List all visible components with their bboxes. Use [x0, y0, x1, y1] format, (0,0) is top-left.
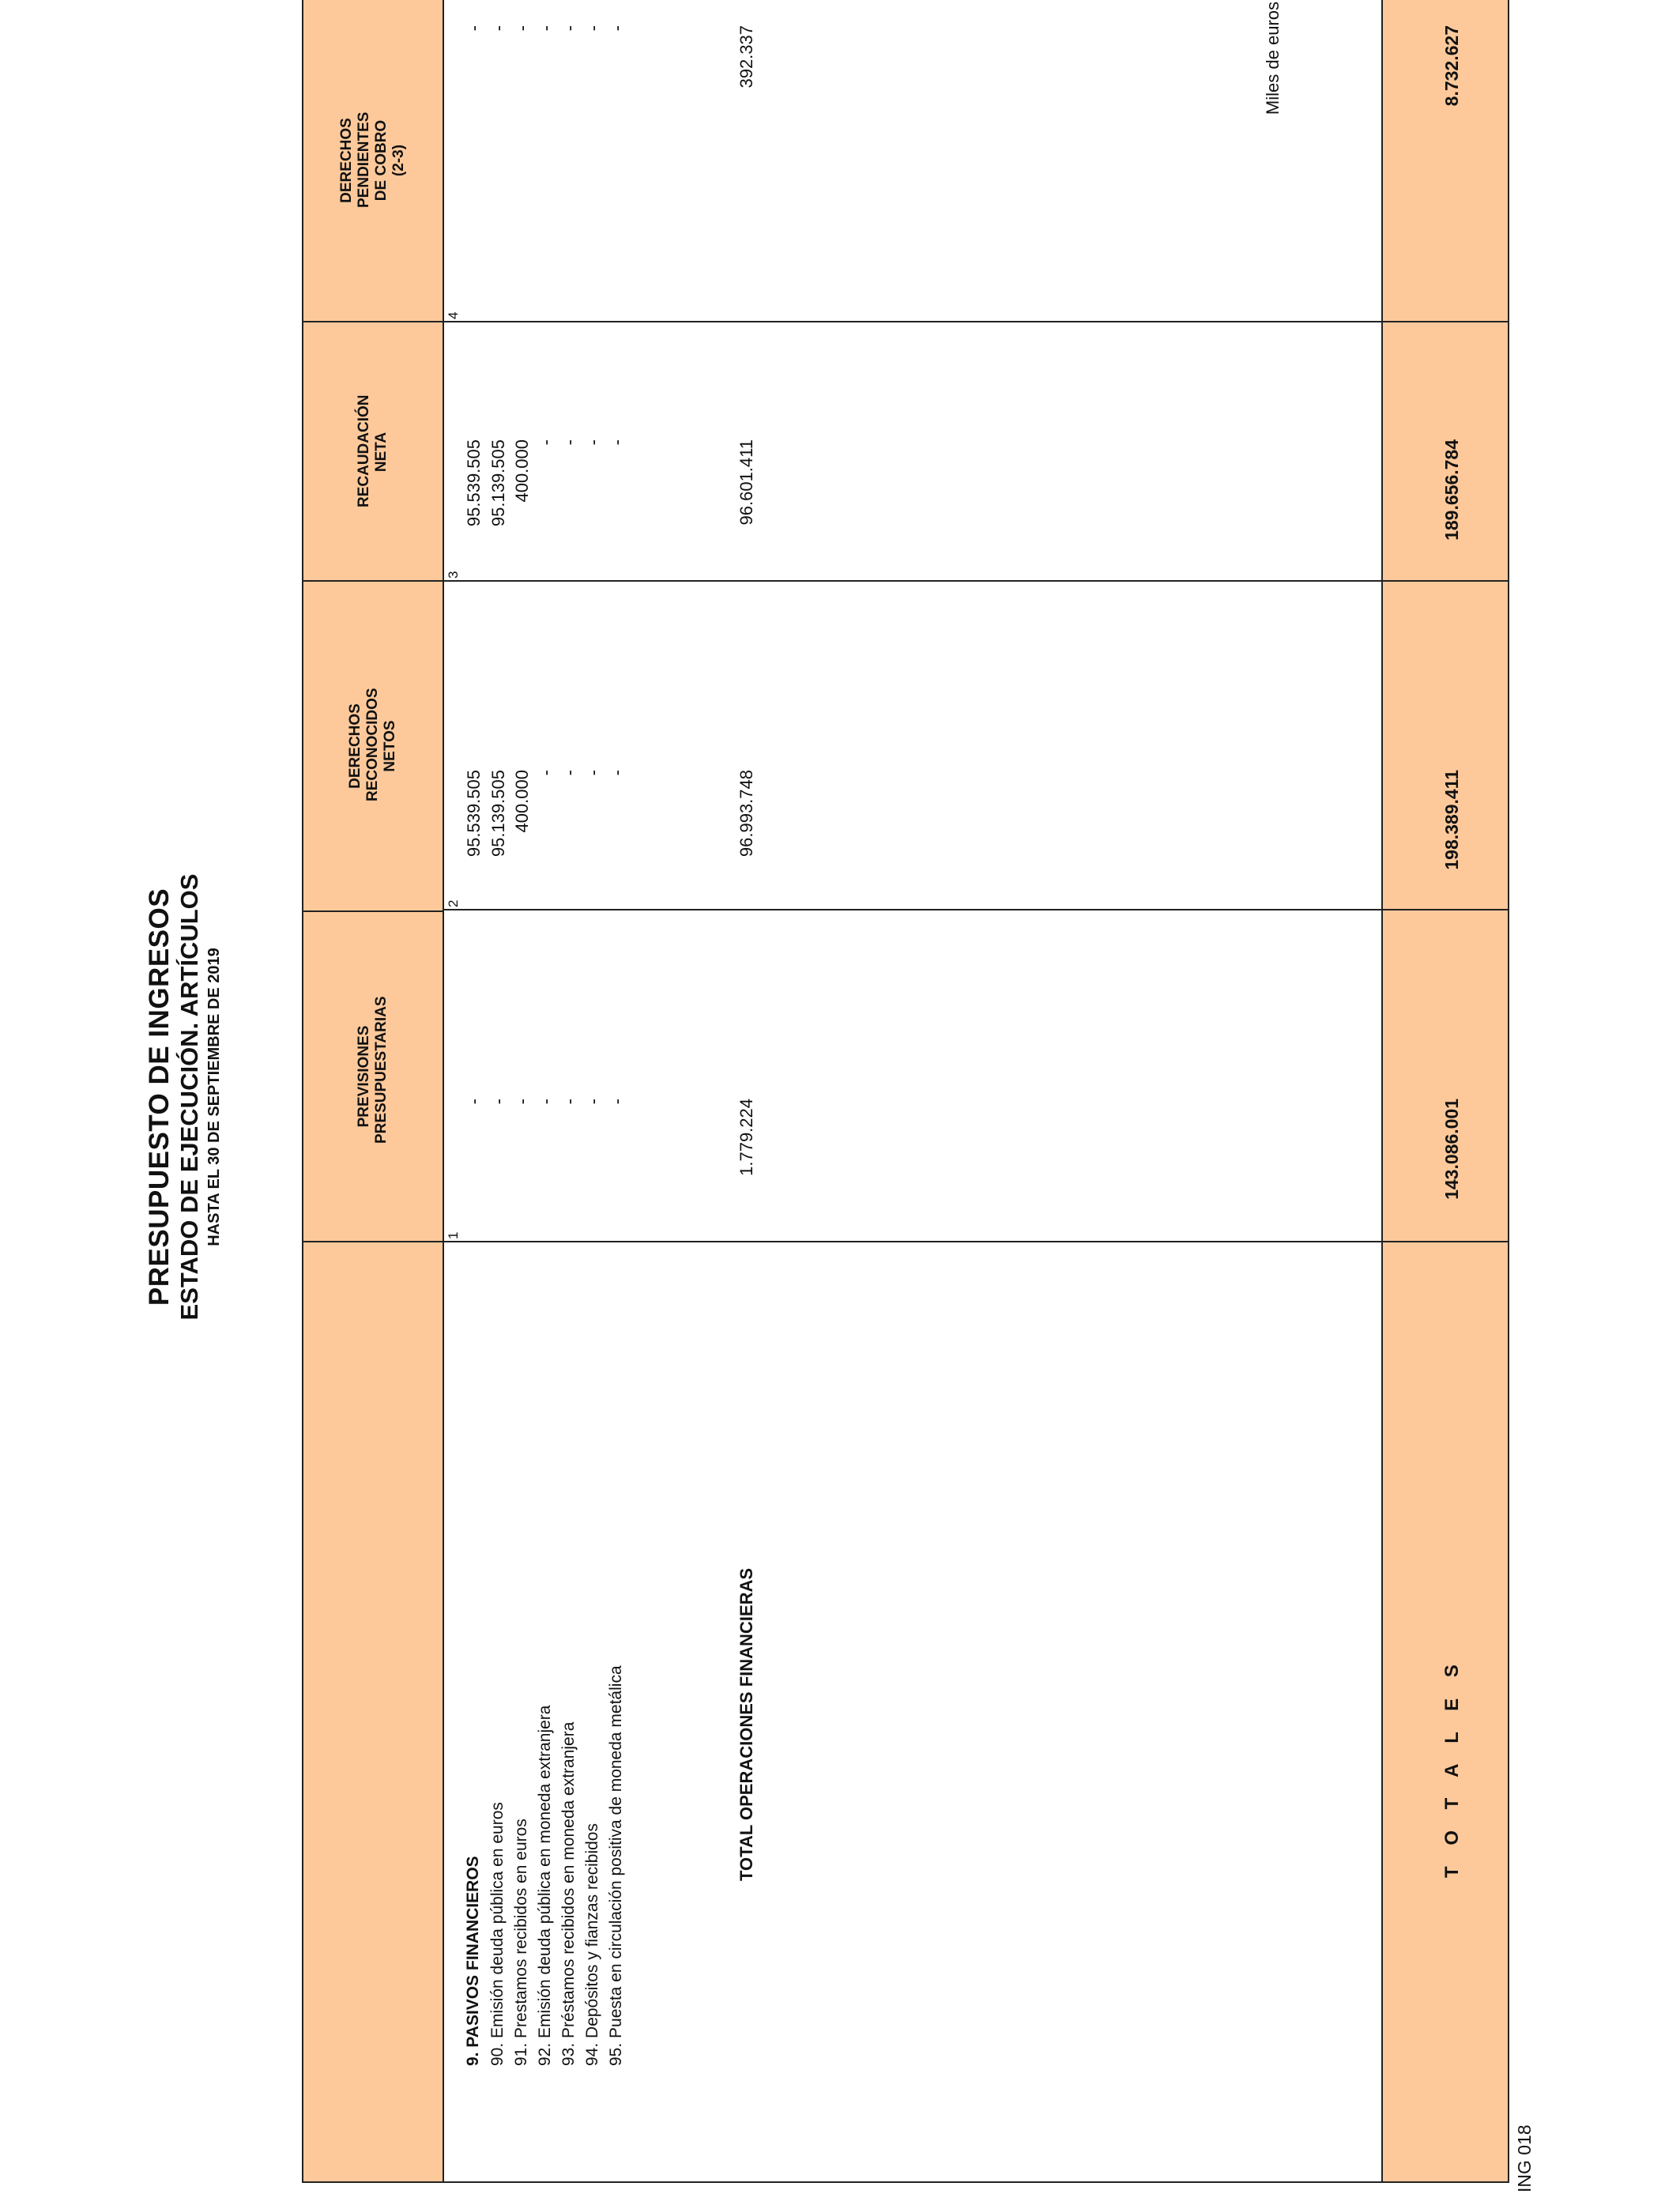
page-subtitle: ESTADO DE EJECUCIÓN. ARTÍCULOS [175, 873, 203, 1321]
cell-value: - [559, 770, 579, 776]
row-label: 9. PASIVOS FINANCIEROS [464, 1856, 482, 2066]
subtotal-value: 392.337 [736, 25, 756, 89]
cell-value: 400.000 [512, 439, 532, 503]
col-header-label: RECAUDACIÓN NETA [356, 394, 390, 507]
row-label: 93. Préstamos recibidos en moneda extranjera [559, 1721, 578, 2066]
subtotal-value: 1.779.224 [736, 1099, 756, 1176]
row-label: 91. Prestamos recibidos en euros [512, 1819, 530, 2066]
form-code: ING 018 [1514, 2124, 1535, 2192]
cell-value: - [488, 25, 508, 32]
units-note: Miles de euros [1263, 2, 1283, 115]
page-period: HASTA EL 30 DE SEPTIEMBRE DE 2019 [205, 948, 223, 1246]
row-label: 90. Emisión deuda pública en euros [488, 1802, 507, 2066]
col-header-previsiones [303, 910, 443, 1242]
cell-value: - [583, 439, 603, 446]
subtotal-value: 96.601.411 [736, 439, 756, 526]
cell-value: - [512, 1099, 532, 1105]
cell-value: - [559, 439, 579, 446]
totals-value: 143.086.001 [1441, 1099, 1462, 1200]
column-divider [303, 321, 1508, 322]
cell-value: - [512, 25, 532, 32]
cell-value: 95.539.505 [464, 439, 484, 527]
cell-value: 95.139.505 [488, 770, 508, 858]
header-rule [443, 0, 444, 2181]
subtotal-value: 96.993.748 [736, 770, 756, 858]
cell-value: - [559, 1099, 579, 1105]
subtotal-label: TOTAL OPERACIONES FINANCIERAS [736, 1567, 756, 1881]
cell-value: - [607, 439, 627, 446]
col-number: 3 [446, 571, 461, 579]
cell-value: - [536, 1099, 556, 1105]
cell-value: - [559, 25, 579, 32]
totals-label: T O T A L E S [1441, 1657, 1463, 1878]
cell-value: - [536, 439, 556, 446]
col-number: 4 [446, 311, 461, 319]
page-title: PRESUPUESTO DE INGRESOS [144, 888, 175, 1306]
cell-value: - [536, 25, 556, 32]
budget-table [302, 0, 1509, 2183]
cell-value: 400.000 [512, 770, 532, 833]
cell-value: 95.539.505 [464, 770, 484, 858]
cell-value: 95.139.505 [488, 439, 508, 527]
row-label: 92. Emisión deuda pública en moneda extranjera [536, 1705, 554, 2066]
cell-value: - [536, 770, 556, 776]
totals-value: 8.732.627 [1441, 25, 1462, 107]
col-header-derechos-reconocidos [303, 582, 443, 910]
col-header-label: DERECHOS PENDIENTES DE COBRO (2-3) [338, 111, 407, 208]
cell-value: - [607, 1099, 627, 1105]
col-header-pendientes [303, 0, 443, 322]
totals-value: 198.389.411 [1441, 770, 1462, 870]
col-header-label: PREVISIONES PRESUPUESTARIAS [356, 996, 390, 1144]
cell-value: - [488, 1099, 508, 1105]
cell-value: - [607, 770, 627, 776]
row-label: 94. Depósitos y fianzas recibidos [583, 1823, 601, 2066]
cell-value: - [583, 25, 603, 32]
col-header-label: DERECHOS RECONOCIDOS NETOS [347, 688, 398, 801]
cell-value: - [464, 25, 484, 32]
row-label: 95. Puesta en circulación positiva de moneda metálica [607, 1665, 625, 2066]
cell-value: - [583, 770, 603, 776]
col-number: 1 [446, 1231, 461, 1239]
col-number: 2 [446, 899, 461, 907]
cell-value: - [583, 1099, 603, 1105]
totals-rule [1381, 0, 1383, 2181]
col-header-recaudacion [303, 322, 443, 582]
totals-value: 189.656.784 [1441, 439, 1462, 541]
cell-value: - [464, 1099, 484, 1105]
cell-value: - [607, 25, 627, 32]
